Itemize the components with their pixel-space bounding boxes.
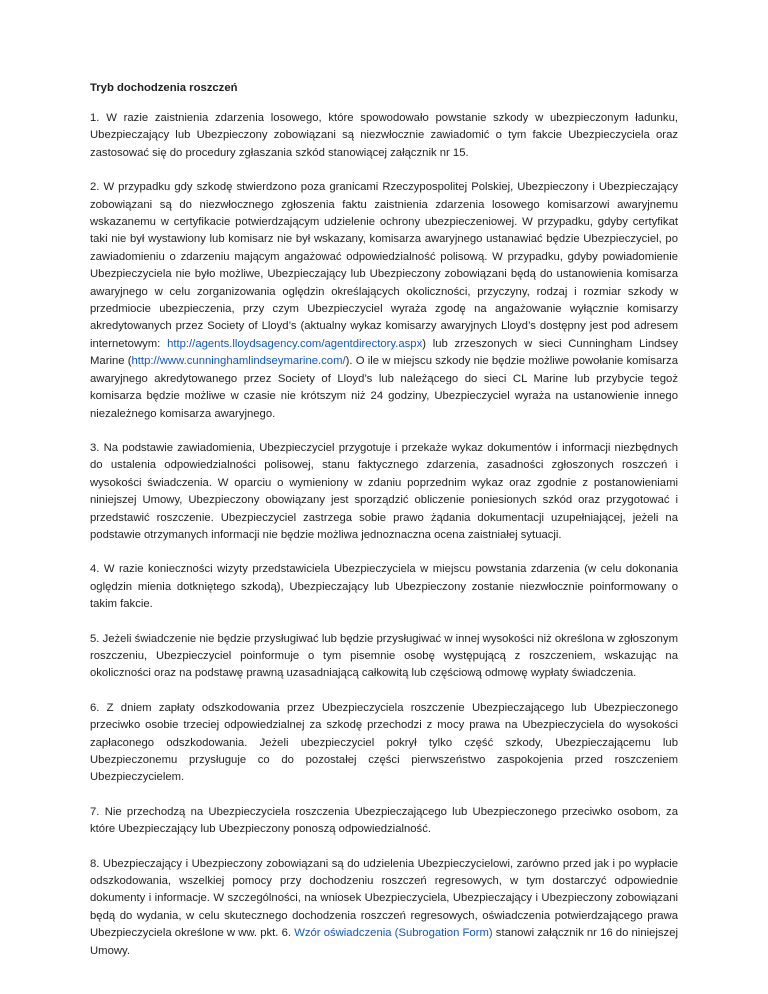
cunningham-lindsey-link[interactable]: http://www.cunninghamlindseymarine.com/ xyxy=(131,355,346,368)
paragraph-7: 7. Nie przechodzą na Ubezpieczyciela roszczenia Ubezpieczającego lub Ubezpieczonego przeciwko osobom, za które Ubezpieczający lub Ubezpieczony ponoszą odpowiedzialność. xyxy=(90,805,678,836)
paragraph-3: 3. Na podstawie zawiadomienia, Ubezpieczyciel przygotuje i przekaże wykaz dokumentów i informacji niezbędnych do ustalenia odpowiedzialności polisowej, stanu faktycznego zdarzenia, zasadności zgłoszonych roszczeń i wysokości świadczenia. W oparciu o wymieniony w zdaniu poprzednim wykaz oraz zgodnie z postanowieniami niniejszej Umowy, Ubezpieczony obowiązany jest sporządzić obliczenie poniesionych szkód oraz przygotować i przedstawić roszczenie. Ubezpieczyciel zastrzega sobie prawo żądania dokumentacji uzupełniającej, jeżeli na podstawie otrzymanych informacji nie będzie możliwa jednoznaczna ocena zaistniałej sytuacji. xyxy=(90,441,678,541)
paragraph-2-text-a: 2. W przypadku gdy szkodę stwierdzono poza granicami Rzeczypospolitej Polskiej, Ubezpieczony i Ubezpieczający zobowiązani są do niezwłocznego zgłoszenia faktu zaistnienia zdarzenia losowego komisarzowi awaryjnemu wskazanemu w certyfikacie potwierdzającym udzielenie ochrony ubezpieczeniowej. W przypadku, gdyby certyfikat taki nie był wystawiony lub komisarz nie był wskazany, komisarza awaryjnego ustanawiać będzie Ubezpieczyciel, po zawiadomieniu o zdarzeniu mającym angażować odpowiedzialność polisową. W przypadku, gdyby powiadomienie Ubezpieczyciela nie było możliwe, Ubezpieczający lub Ubezpieczony zobowiązani będą do ustanowienia komisarza awaryjnego w celu zorganizowania oględzin określających okoliczności, przyczyny, rodzaj i rozmiar szkody w przedmiocie ubezpieczenia, przy czym Ubezpieczyciel wyraża zgodę na angażowanie wyłącznie komisarzy akredytowanych przez Society of Lloyd’s (aktualny wykaz komisarzy awaryjnych Lloyd’s dostępny jest pod adresem internetowym: xyxy=(90,181,678,350)
paragraph-4: 4. W razie konieczności wizyty przedstawiciela Ubezpieczyciela w miejscu powstania zdarzenia (w celu dokonania oględzin mienia dotkniętego szkodą), Ubezpieczający lub Ubezpieczony zostanie niezwłocznie poinformowany o takim fakcie. xyxy=(90,563,678,611)
document-title: Tryb dochodzenia roszczeń xyxy=(90,82,238,94)
paragraph-8-text-b: stanowi załącznik nr 16 do niniejszej Umowy. xyxy=(90,927,678,957)
lloyds-agency-link[interactable]: http://agents.lloydsagency.com/agentdirectory.aspx xyxy=(167,337,423,350)
paragraph-2-text-c: ). O ile w miejscu szkody nie będzie możliwe powołanie komisarza awaryjnego akredytowanego przez Society of Lloyd’s lub należącego do sieci CL Marine lub przybycie tegoż komisarza będzie możliwe w czasie nie krótszym niż 24 godziny, Ubezpieczyciel wyraża na ustanowienie innego niezależnego komisarza awaryjnego. xyxy=(90,355,678,420)
paragraph-8-text-a: 8. Ubezpieczający i Ubezpieczony zobowiązani są do udzielenia Ubezpieczycielowi, zarówno przed jak i po wypłacie odszkodowania, wszelkiej pomocy przy dochodzeniu roszczeń regresowych, w tym dostarczyć odpowiednie dokumenty i informacje. W szczególności, na wniosek Ubezpieczyciela, Ubezpieczający i Ubezpieczony zobowiązani będą do wydania, w celu skutecznego dochodzenia roszczeń regresowych, oświadczenia potwierdzającego prawa Ubezpieczyciela określone w ww. pkt. 6. xyxy=(90,857,678,940)
paragraph-1: 1. W razie zaistnienia zdarzenia losowego, które spowodowało powstanie szkody w ubezpieczonym ładunku, Ubezpieczający lub Ubezpieczony zobowiązani są niezwłocznie zawiadomić o tym fakcie Ubezpieczyciela oraz zastosować się do procedury zgłaszania szkód stanowiącej załącznik nr 15. xyxy=(90,112,678,159)
paragraph-6: 6. Z dniem zapłaty odszkodowania przez Ubezpieczyciela roszczenie Ubezpieczającego lub Ubezpieczonego przeciwko osobie trzeciej odpowiedzialnej za szkodę przechodzi z mocy prawa na Ubezpieczyciela do wysokości zapłaconego odszkodowania. Jeżeli ubezpieczyciel pokrył tylko część szkody, Ubezpieczającemu lub Ubezpieczonemu przysługuje co do pozostałej części pierwszeństwo zaspokojenia przed roszczeniem Ubezpieczycielem. xyxy=(90,701,678,784)
paragraph-2-text-b: ) lub zrzeszonych w sieci Cunningham Lindsey Marine ( xyxy=(90,337,678,368)
paragraph-5: 5. Jeżeli świadczenie nie będzie przysługiwać lub będzie przysługiwać w innej wysokości niż określona w zgłoszonym roszczeniu, Ubezpieczyciel poinformuje o tym pisemnie osobę występującą z roszczeniem, wskazując na okoliczności oraz na podstawę prawną uzasadniającą całkowitą lub częściową odmowę wypłaty świadczenia. xyxy=(90,632,678,680)
subrogation-form-link[interactable]: Wzór oświadczenia (Subrogation Form) xyxy=(294,927,493,940)
paragraph-8 xyxy=(90,856,678,960)
paragraph-2 xyxy=(90,179,678,423)
document-page xyxy=(90,80,678,977)
